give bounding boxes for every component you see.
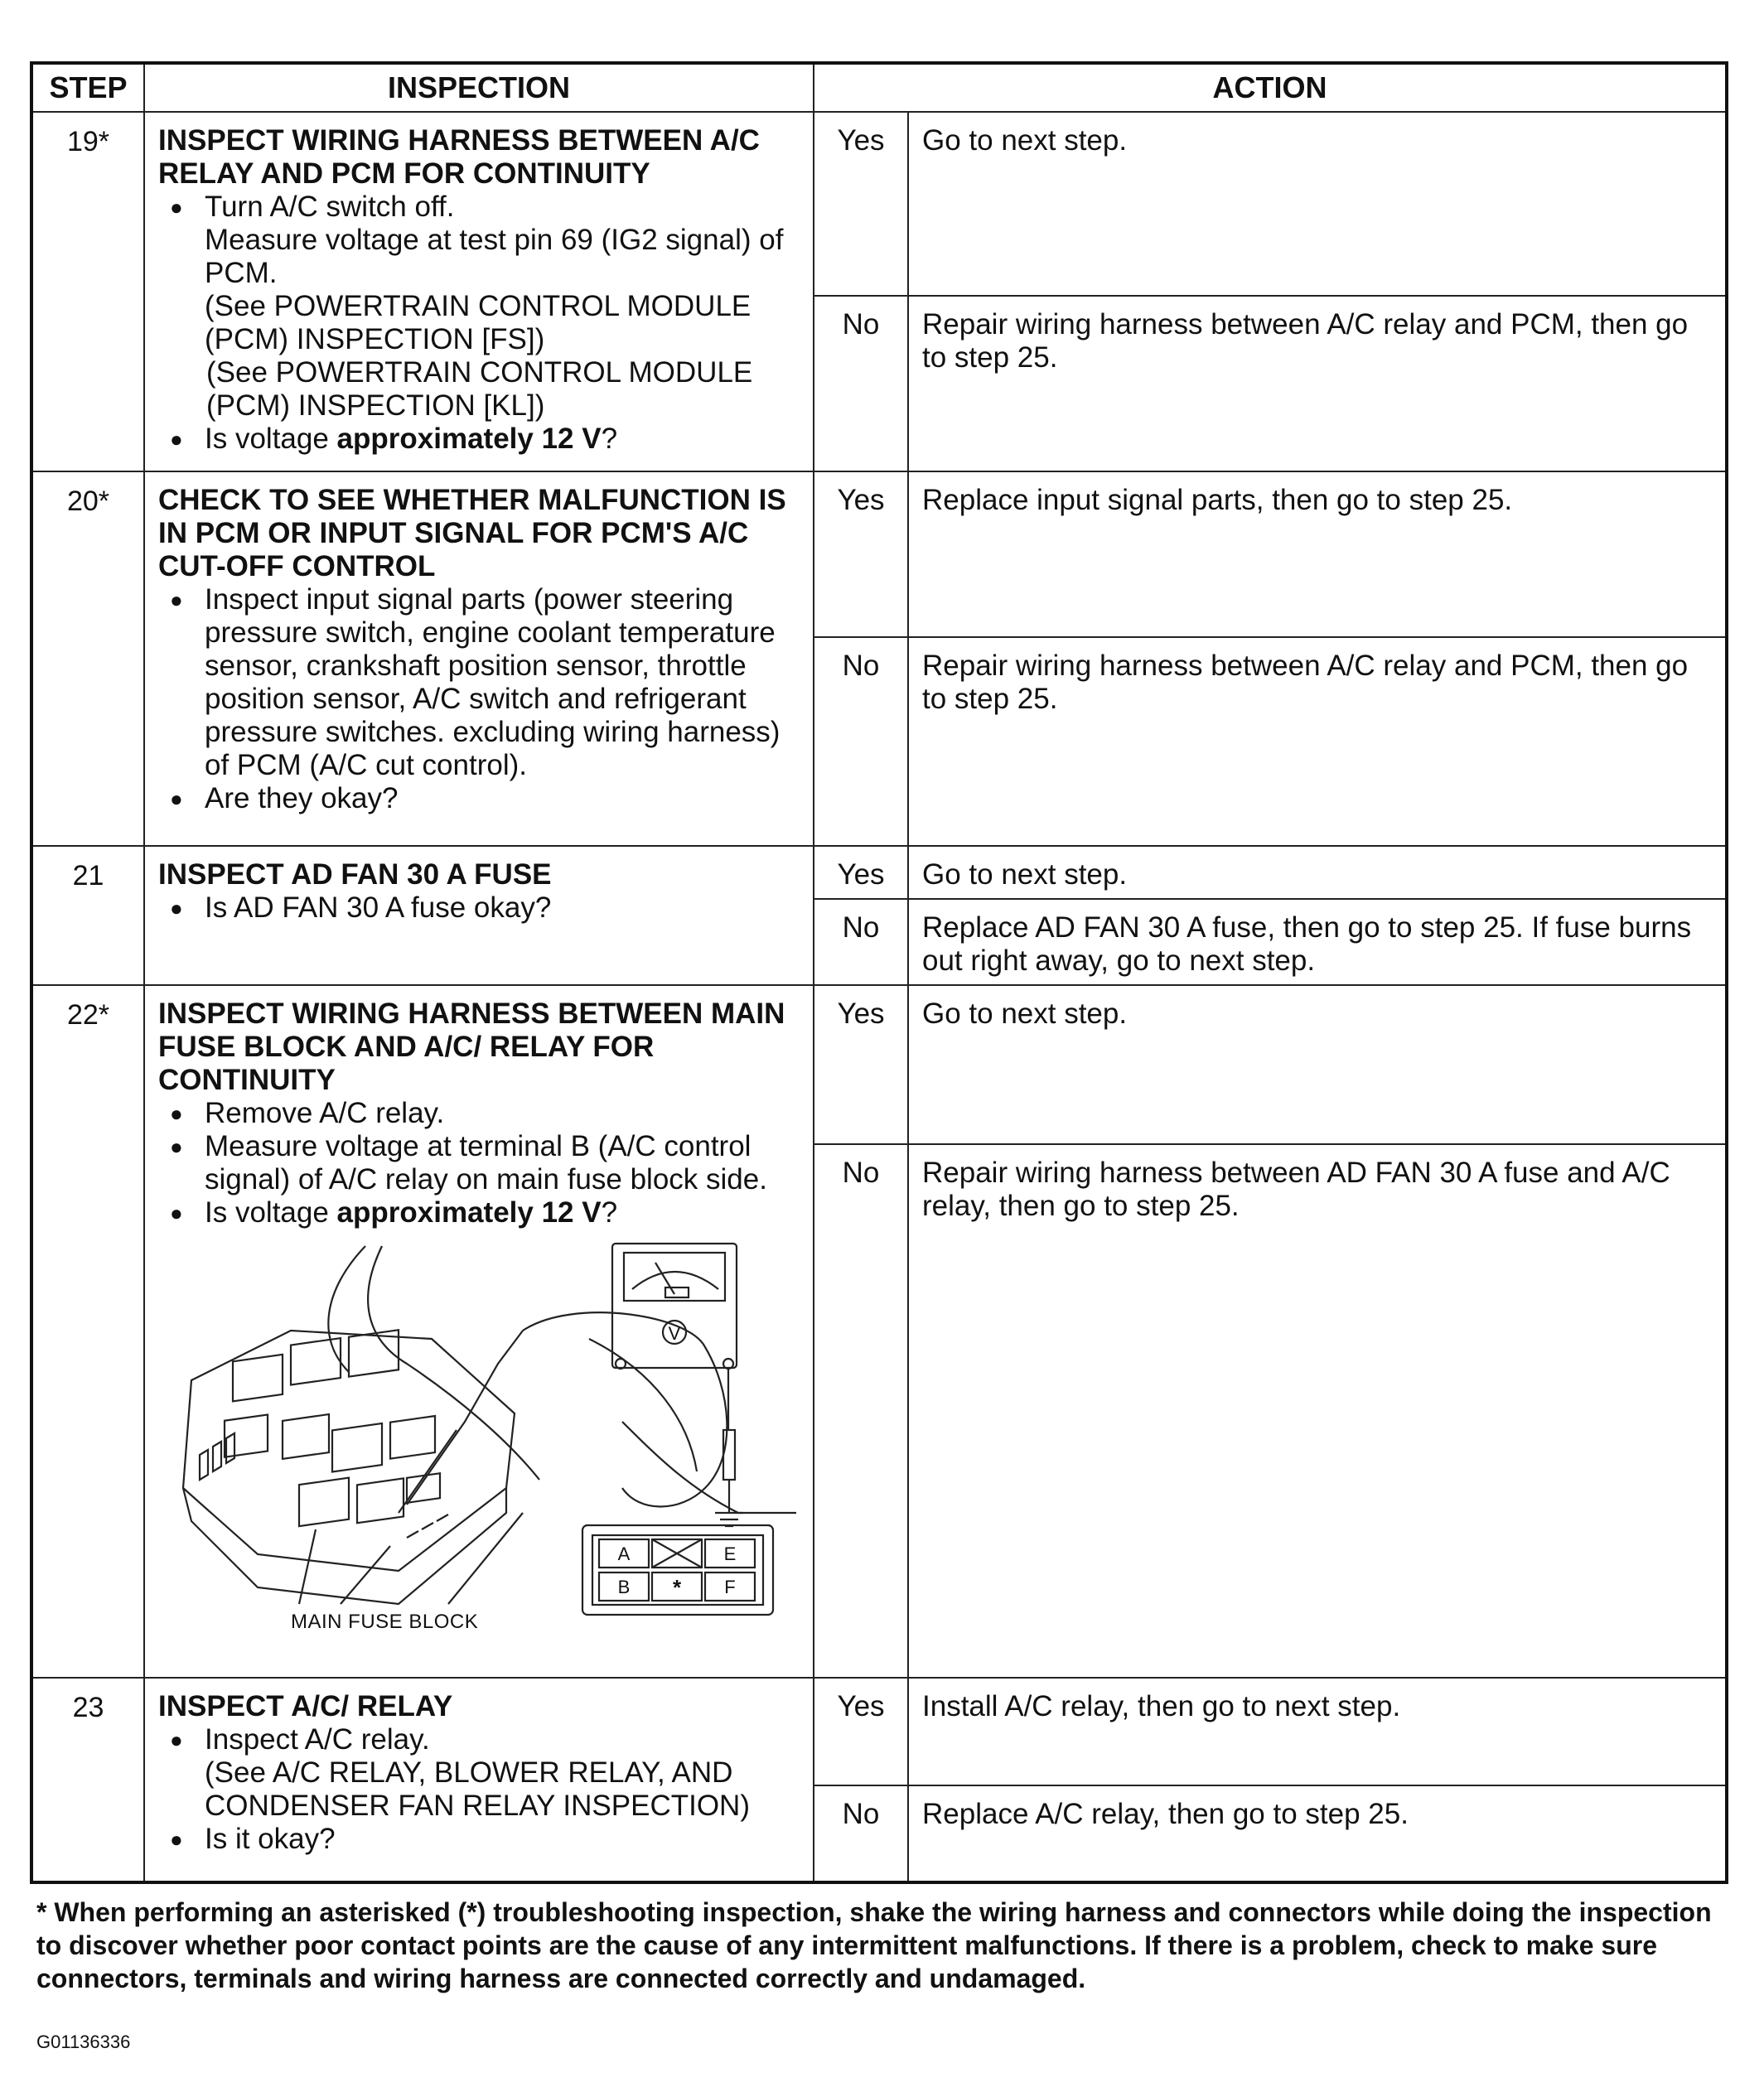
voltmeter-scale: [632, 1272, 718, 1289]
step-number: 22*: [31, 985, 144, 1678]
reference-line: (See POWERTRAIN CONTROL MODULE (PCM) INSPECTION [FS]): [205, 290, 752, 355]
bullet-item: ● Is it okay?: [158, 1823, 800, 1856]
fuse-block-side: [183, 1488, 506, 1604]
meter-lead: [523, 1312, 727, 1506]
terminal-label: F: [724, 1577, 736, 1597]
no-action: Replace A/C relay, then go to step 25.: [908, 1785, 1727, 1882]
question-end: ?: [601, 423, 618, 455]
step-number: 20*: [31, 471, 144, 846]
inspection-title: INSPECT WIRING HARNESS BETWEEN A/C RELAY AND PCM FOR CONTINUITY: [158, 124, 760, 190]
step-number: 19*: [31, 112, 144, 471]
figure-label: MAIN FUSE BLOCK: [291, 1611, 479, 1633]
no-label: No: [814, 1785, 908, 1882]
yes-label: Yes: [814, 985, 908, 1144]
terminal-label: B: [617, 1577, 631, 1597]
yes-action: Go to next step.: [908, 846, 1727, 899]
inspection-cell: [144, 1678, 814, 1882]
inspection-cell: [144, 846, 814, 985]
body-panel-line: [328, 1246, 365, 1372]
yes-action: Go to next step.: [908, 112, 1727, 296]
inspection-cell: [144, 985, 814, 1678]
question-end: ?: [601, 1196, 618, 1229]
leader-line: [448, 1513, 523, 1604]
yes-label: Yes: [814, 846, 908, 899]
question-item: [158, 1196, 800, 1229]
bullet-item: ● Remove A/C relay.: [158, 1097, 800, 1130]
bullet-item: ● Inspect input signal parts (power steering pressure switch, engine coolant temperature sensor, crankshaft position sensor, throttle position sensor, A/C switch and refrigerant pressure switches. excluding wiring harness) of PCM (A/C cut control).: [158, 583, 800, 782]
no-action: Replace AD FAN 30 A fuse, then go to step 25. If fuse burns out right away, go to next step.: [908, 899, 1727, 985]
step-22-yes-row: [31, 985, 1727, 1144]
relay-box: [390, 1416, 435, 1459]
step-20-yes-row: [31, 471, 1727, 637]
yes-label: Yes: [814, 1678, 908, 1785]
yes-action: Install A/C relay, then go to next step.: [908, 1678, 1727, 1785]
relay-box: [357, 1478, 404, 1523]
troubleshooting-table: [30, 61, 1728, 1884]
question-text: Is voltage: [205, 423, 337, 455]
yes-action: Replace input signal parts, then go to step 25.: [908, 471, 1727, 637]
instruction-line: Measure voltage at test pin 69 (IG2 signal) of PCM.: [205, 224, 784, 289]
yes-label: Yes: [814, 471, 908, 637]
header-inspection: INSPECTION: [144, 63, 814, 112]
no-label: No: [814, 296, 908, 471]
yes-label: Yes: [814, 112, 908, 296]
inspection-title: INSPECT WIRING HARNESS BETWEEN MAIN FUSE BLOCK AND A/C/ RELAY FOR CONTINUITY: [158, 998, 785, 1096]
ground-probe: [723, 1430, 735, 1480]
terminal-label: E: [723, 1544, 737, 1564]
reference-line: (See POWERTRAIN CONTROL MODULE (PCM) INSPECTION [KL]): [206, 356, 753, 422]
relay-box: [299, 1478, 349, 1526]
inspection-title: CHECK TO SEE WHETHER MALFUNCTION IS IN PCM OR INPUT SIGNAL FOR PCM'S A/C CUT-OFF CONTROL: [158, 484, 786, 582]
header-row: [31, 63, 1727, 112]
header-action: ACTION: [814, 63, 1727, 112]
bullet-item: ● Turn A/C switch off.: [158, 191, 800, 224]
relay-box: [233, 1355, 283, 1401]
fuse-block-illustration: [158, 1239, 805, 1629]
body-panel-line: [589, 1339, 697, 1471]
step-23-yes-row: [31, 1678, 1727, 1785]
body-panel-line: [368, 1246, 539, 1480]
step-number: 23: [31, 1678, 144, 1882]
no-action: Repair wiring harness between AD FAN 30 A fuse and A/C relay, then go to step 25.: [908, 1144, 1727, 1678]
header-step: STEP: [31, 63, 144, 112]
no-action: Repair wiring harness between A/C relay and PCM, then go to step 25.: [908, 296, 1727, 471]
inspection-title: INSPECT A/C/ RELAY: [158, 1690, 453, 1722]
reference-line: (See A/C RELAY, BLOWER RELAY, AND CONDENSER FAN RELAY INSPECTION): [205, 1756, 750, 1822]
inspection-cell: [144, 471, 814, 846]
bullet-item: ● Measure voltage at terminal B (A/C control signal) of A/C relay on main fuse block side.: [158, 1130, 800, 1196]
question-item: [158, 423, 800, 456]
leader-line: [341, 1546, 390, 1604]
question-bold: approximately 12 V: [336, 1196, 602, 1229]
inspection-title: INSPECT AD FAN 30 A FUSE: [158, 858, 552, 891]
no-label: No: [814, 899, 908, 985]
terminal-x-mark: [652, 1539, 702, 1568]
body-panel-line: [622, 1422, 796, 1513]
voltmeter-diagram: [158, 1239, 805, 1633]
bullet-item: ● Is AD FAN 30 A fuse okay?: [158, 891, 800, 925]
relay-box: [283, 1414, 329, 1459]
no-label: No: [814, 637, 908, 846]
question-bold: approximately 12 V: [336, 423, 602, 455]
voltmeter-symbol: V: [668, 1323, 681, 1344]
terminal-label: A: [617, 1544, 631, 1564]
yes-action: Go to next step.: [908, 985, 1727, 1144]
relay-box: [291, 1338, 341, 1384]
bullet-item: ● Are they okay?: [158, 782, 800, 815]
voltmeter-body: [612, 1244, 737, 1368]
bullet-item: ● Inspect A/C relay.: [158, 1723, 800, 1756]
step-number: 21: [31, 846, 144, 985]
fuse-row: [407, 1515, 448, 1538]
voltmeter-pivot: [665, 1287, 689, 1297]
no-action: Repair wiring harness between A/C relay and PCM, then go to step 25.: [908, 637, 1727, 846]
footnote: * When performing an asterisked (*) troubleshooting inspection, shake the wiring harness and connectors while doing the inspection to discover whether poor contact points are the cause of any intermittent malfunctions. If there is a problem, check to make sure connectors, terminals and wiring harness are connected correctly and undamaged.: [36, 1897, 1712, 1993]
step-21-yes-row: [31, 846, 1727, 899]
relay-box: [332, 1423, 382, 1471]
terminal-label: *: [672, 1575, 682, 1600]
step-19-yes-row: [31, 112, 1727, 296]
inspection-cell: [144, 112, 814, 471]
no-label: No: [814, 1144, 908, 1678]
figure-code: G01136336: [36, 2031, 131, 2052]
question-text: Is voltage: [205, 1196, 337, 1229]
